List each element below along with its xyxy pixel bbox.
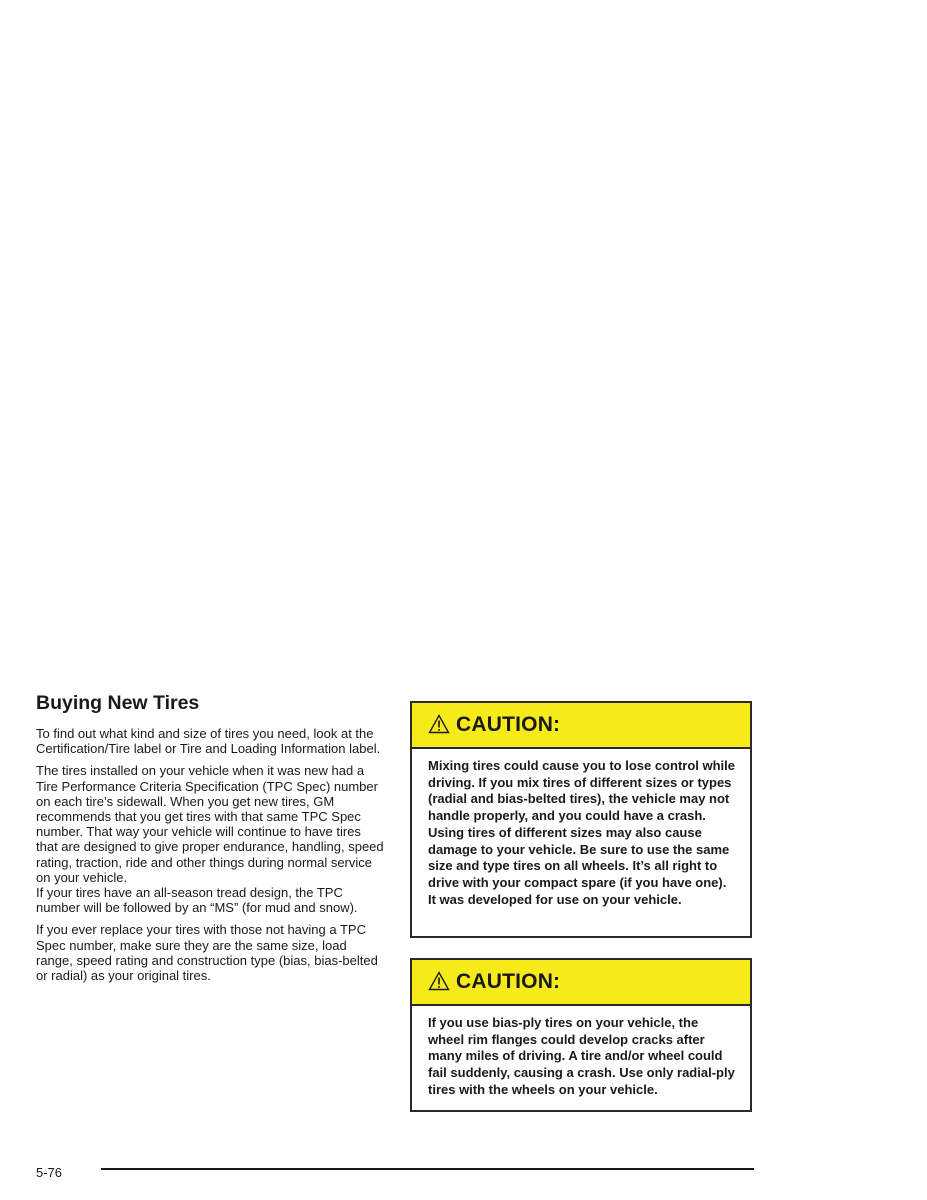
caution-text: If you use bias-ply tires on your vehicle, the wheel rim flanges could develop cracks after many miles of driving. A tire and/or wheel could fail suddenly, causing a crash. Use only radial-ply tires with the wheels on your vehicle. [428, 1015, 735, 1097]
caution-title: CAUTION: [456, 970, 561, 993]
paragraph-all-season: If your tires have an all-season tread design, the TPC number will be followed by an “MS” (for mud and snow). [36, 885, 358, 916]
caution-text: Mixing tires could cause you to lose control while driving. If you mix tires of different sizes or types (radial and bias-belted tires), the vehicle may not handle properly, and you could have a crash. Using tires of different sizes may also cause damage to your vehicle. Be sure to use the same size and type tires on all wheels. It’s all right to drive with your compact spare (if you have one). It was developed for use on your vehicle. [428, 758, 735, 907]
paragraph-tire-label: To find out what kind and size of tires you need, look at the Certification/Tire label or Tire and Loading Information label. [36, 726, 381, 757]
paragraph-replacement: If you ever replace your tires with those not having a TPC Spec number, make sure they are the same size, load range, speed rating and construction type (bias, bias-belted or radial) as your original tires. [36, 922, 378, 984]
page-number: 5-76 [36, 1165, 63, 1180]
paragraph-tpc-spec: The tires installed on your vehicle when it was new had a Tire Performance Criteria Specification (TPC Spec) number on each tire’s sidewall. When you get new tires, GM recommends that you get tires with that same TPC Spec number. That way your vehicle will continue to have tires that are designed to give proper endurance, handling, speed rating, traction, ride and other things during normal service on your vehicle. [36, 763, 384, 885]
footer-rule [101, 1168, 754, 1170]
caution-title: CAUTION: [456, 713, 561, 736]
caution-header [412, 960, 750, 1006]
warning-triangle-icon [428, 714, 450, 734]
caution-header [412, 703, 750, 749]
section-body [36, 726, 386, 983]
warning-triangle-icon [428, 971, 450, 991]
caution-box-mixing-tires [410, 701, 752, 938]
caution-box-bias-ply [410, 958, 752, 1112]
section-heading: Buying New Tires [36, 692, 200, 714]
